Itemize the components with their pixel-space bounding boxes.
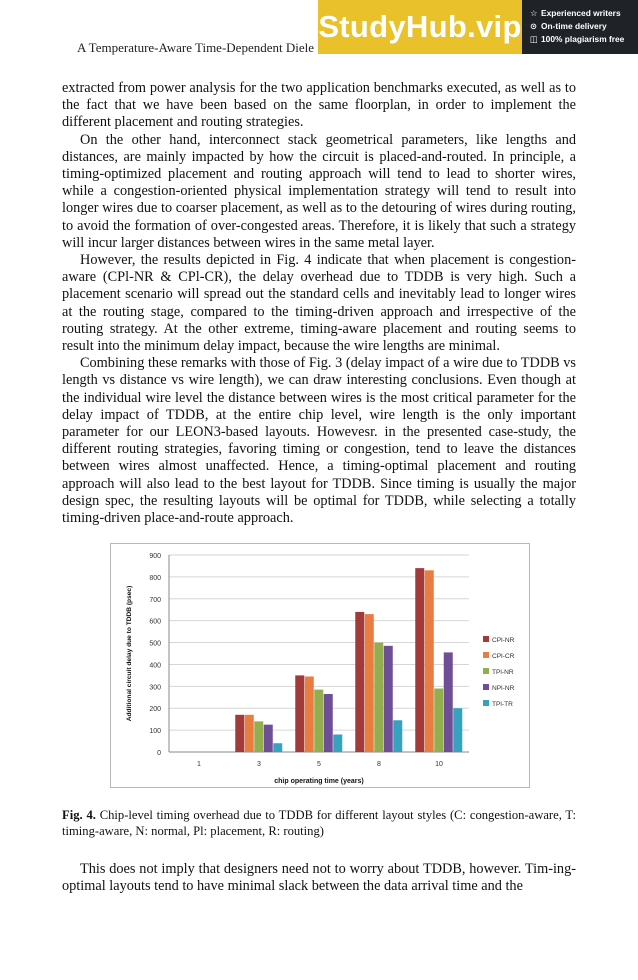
star-icon: ☆ <box>530 8 538 18</box>
body-text <box>62 80 576 527</box>
paragraph: However, the results depicted in Fig. 4 indicate that when placement is congestion-aware (CPl-NR & CPl-CR), the delay overhead due to TDDB is very high. Such a placement scenario will spread out the standard cells and inevitably lead to longer wires at the routing stage, compared to the timing-driven approach and irrespective of the routing strategy. At the other extreme, timing-aware placement and routing seems to result into the minimum delay impact, because the wire lengths are minimal. <box>62 252 576 355</box>
paragraph: Combining these remarks with those of Fig. 3 (delay impact of a wire due to TDDB vs length vs distance vs wire length), we can draw interesting conclusions. Even though at the individual wire level the distance between wires is the most critical parameter for the delay impact of TDDB, at the entire chip level, wire length is the only important parameter for our LEON3-based layouts. Howevesr. in the presented case-study, the different routing strategies, favoring timing or congestion, tend to leave the distances between wires almost unaffected. Hence, a timing-optimal placement and routing approach will also lead to the best layout for TDDB. Since timing is usually the major design spec, the resulting layouts will be optimal for TDDB, while selecting a totally timing-driven place-and-route approach. <box>62 355 576 527</box>
y-tick-label: 300 <box>149 684 161 692</box>
bar-cpl-cr <box>305 676 314 752</box>
x-tick-label: 8 <box>377 761 381 768</box>
bar-cpl-nr <box>355 612 364 752</box>
figure-4-chart <box>110 543 530 788</box>
caption-text: Chip-level timing overhead due to TDDB for different layout styles (C: congestion-aware, T: timing-aware, N: normal, Pl: placement, R: routing) <box>62 808 576 838</box>
legend-swatch <box>483 684 489 690</box>
legend-label: CPl-NR <box>492 637 515 644</box>
legend-swatch <box>483 700 489 706</box>
x-tick-label: 1 <box>197 761 201 768</box>
legend-label: CPl-CR <box>492 653 515 660</box>
feature-item <box>530 20 624 33</box>
y-axis-title: Additional circuit delay due to TDDB (psec) <box>126 585 133 722</box>
x-axis-title: chip operating time (years) <box>274 778 364 785</box>
bar-cpl-nr <box>415 568 424 752</box>
y-tick-label: 800 <box>149 574 161 582</box>
feature-item <box>530 33 624 46</box>
y-tick-label: 700 <box>149 596 161 604</box>
figure-caption <box>62 807 576 839</box>
bar-tpl-tr <box>333 734 342 752</box>
bar-tpl-tr <box>393 720 402 752</box>
y-tick-label: 100 <box>149 728 161 736</box>
bar-cpl-cr <box>425 570 434 752</box>
bar-npl-nr <box>444 652 453 752</box>
bar-cpl-cr <box>245 715 254 752</box>
bar-tpl-nr <box>434 689 443 752</box>
legend-label: TPl-TR <box>492 701 513 708</box>
bar-tpl-tr <box>453 708 462 752</box>
feature-item <box>530 7 624 20</box>
feature-label: 100% plagiarism free <box>541 34 625 44</box>
y-tick-label: 0 <box>157 750 161 757</box>
legend-swatch <box>483 652 489 658</box>
bar-npl-nr <box>384 646 393 752</box>
brand-logo-box[interactable] <box>318 0 522 54</box>
bar-cpl-cr <box>365 614 374 752</box>
banner-features <box>530 7 624 46</box>
bar-npl-nr <box>264 725 273 752</box>
feature-label: Experienced writers <box>541 8 621 18</box>
bar-tpl-nr <box>254 721 263 752</box>
x-tick-label: 5 <box>317 761 321 768</box>
shield-icon: ◫ <box>530 34 538 44</box>
y-tick-label: 600 <box>149 618 161 626</box>
brand-name: StudyHub.vip <box>318 9 522 44</box>
bar-npl-nr <box>324 694 333 752</box>
paragraph: extracted from power analysis for the two application benchmarks executed, as well as to the fact that we have been based on the same floorplan, in order to implement the different placement and routing strategies. <box>62 80 576 131</box>
legend-label: TPl-NR <box>492 669 514 676</box>
x-tick-label: 10 <box>435 761 443 768</box>
running-title: A Temperature-Aware Time-Dependent Diele <box>77 40 314 55</box>
y-tick-label: 500 <box>149 640 161 648</box>
bar-tpl-tr <box>273 743 282 752</box>
caption-label: Fig. 4. <box>62 808 96 822</box>
y-tick-label: 200 <box>149 706 161 714</box>
feature-label: On-time delivery <box>541 21 607 31</box>
studyhub-banner[interactable] <box>318 0 638 54</box>
clock-icon: ⊙ <box>530 21 538 31</box>
y-tick-label: 400 <box>149 662 161 670</box>
legend-label: NPl-NR <box>492 685 515 692</box>
legend-swatch <box>483 636 489 642</box>
legend-swatch <box>483 668 489 674</box>
paragraph: On the other hand, interconnect stack geometrical parameters, like lengths and distances, are mainly impacted by how the circuit is placed-and-routed. In principle, a timing-optimized placement and routing approach will tend to lead to shorter wires, while a congestion-oriented physical implementation strategy will tend to result into longer wires due to coarser placement, as well as to the detouring of wires during routing, to avoid the formation of over-congested areas. Therefore, it is likely that such a strategy will incur larger distances between wires in the same metal layer. <box>62 131 576 251</box>
bar-cpl-nr <box>235 715 244 752</box>
bar-tpl-nr <box>314 690 323 752</box>
closing-paragraph: This does not imply that designers need not to worry about TDDB, however. Tim-ing-optimal layouts tend to have minimal slack between the data arrival time and the <box>62 861 576 895</box>
x-tick-label: 3 <box>257 761 261 768</box>
bar-tpl-nr <box>374 643 383 752</box>
bar-cpl-nr <box>295 675 304 752</box>
y-tick-label: 900 <box>149 553 161 560</box>
bar-chart <box>111 544 529 787</box>
